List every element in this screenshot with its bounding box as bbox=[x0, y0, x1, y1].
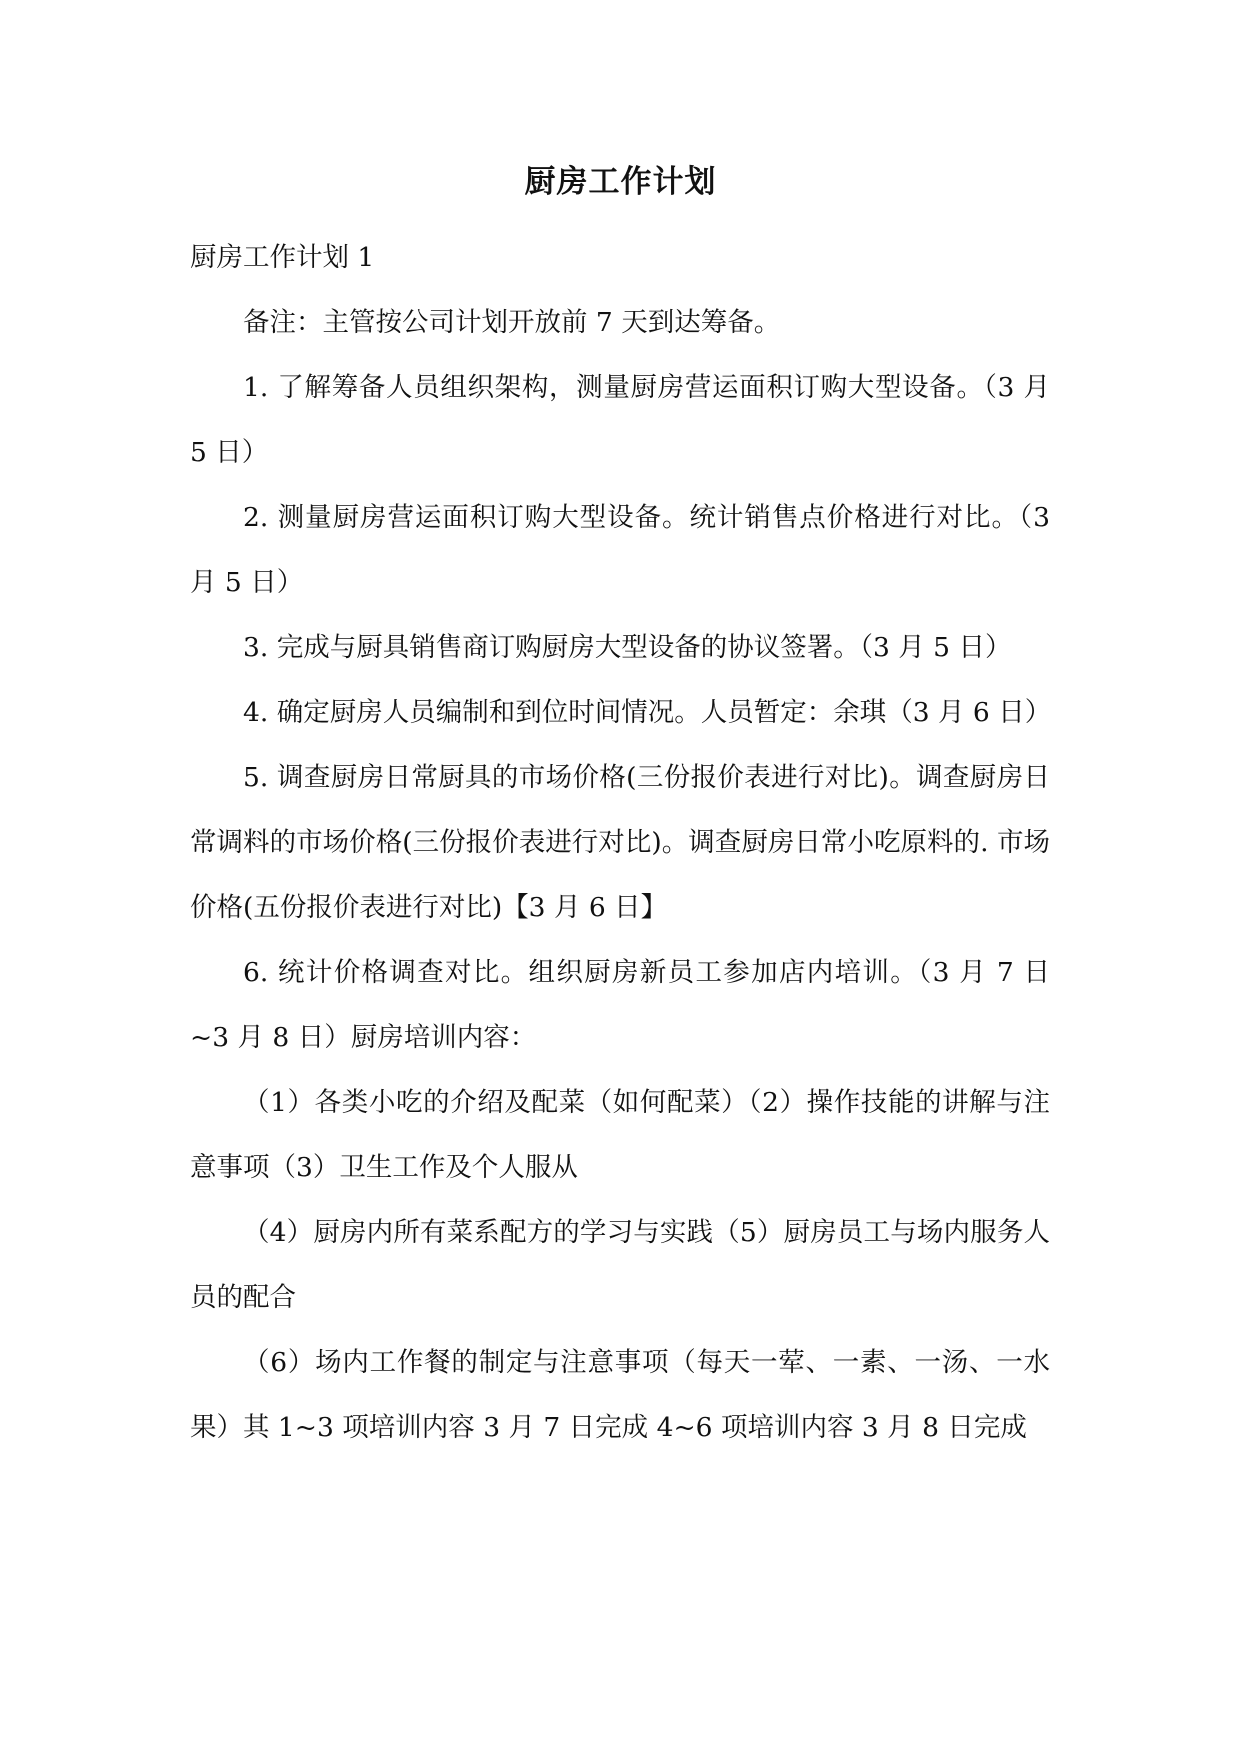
document-body bbox=[190, 225, 1050, 1460]
plan-item-4: 4. 确定厨房人员编制和到位时间情况。人员暂定：余琪（3 月 6 日） bbox=[243, 697, 1052, 728]
plan-item-3: 3. 完成与厨具销售商订购厨房大型设备的协议签署。（3 月 5 日） bbox=[243, 632, 1012, 663]
plan-item-5: 5. 调查厨房日常厨具的市场价格(三份报价表进行对比)。调查厨房日常调料的市场价格(三份报价表进行对比)。调查厨房日常小吃原料的. 市场价格(五份报价表进行对比)【3 月 6 日】 bbox=[190, 762, 1050, 923]
note-paragraph: 备注：主管按公司计划开放前 7 天到达筹备。 bbox=[243, 307, 781, 338]
training-content-6: （6）场内工作餐的制定与注意事项（每天一荤、一素、一汤、一水果）其 1~3 项培训内容 3 月 7 日完成 4~6 项培训内容 3 月 8 日完成 bbox=[190, 1347, 1050, 1443]
section-heading: 厨房工作计划 1 bbox=[190, 242, 375, 273]
training-content-1-3: （1）各类小吃的介绍及配菜（如何配菜）（2）操作技能的讲解与注意事项（3）卫生工作及个人服从 bbox=[190, 1087, 1050, 1183]
plan-item-2: 2. 测量厨房营运面积订购大型设备。统计销售点价格进行对比。（3 月 5 日） bbox=[190, 502, 1050, 598]
plan-item-6: 6. 统计价格调查对比。组织厨房新员工参加店内培训。（3 月 7 日~3 月 8 日）厨房培训内容： bbox=[190, 957, 1050, 1053]
training-content-4-5: （4）厨房内所有菜系配方的学习与实践（5）厨房员工与场内服务人员的配合 bbox=[190, 1217, 1050, 1313]
plan-item-1: 1. 了解筹备人员组织架构，测量厨房营运面积订购大型设备。（3 月 5 日） bbox=[190, 372, 1050, 468]
document-title: 厨房工作计划 bbox=[524, 164, 717, 200]
